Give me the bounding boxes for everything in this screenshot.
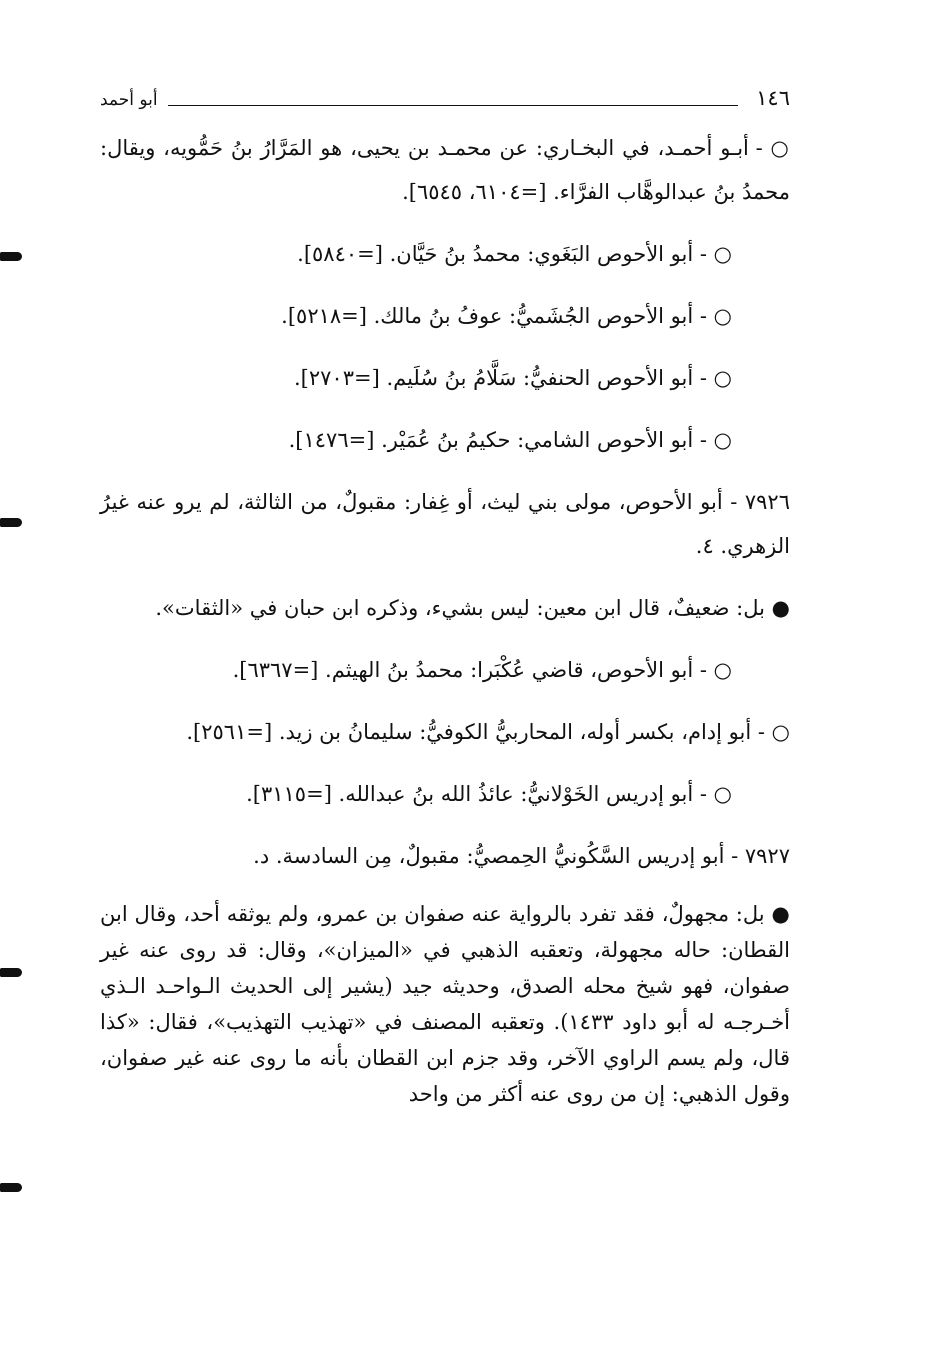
numbered-entry	[100, 480, 790, 568]
cross-reference-entry	[100, 772, 790, 816]
hollow-circle-icon: ○	[713, 365, 732, 390]
entry-text: - أبو الأحوص، قاضي عُكْبَرا: محمدُ بنُ الهيثم. [=٦٣٦٧].	[232, 658, 707, 682]
hollow-circle-icon: ○	[713, 657, 732, 682]
entry-text: - أبو الأحوص الجُشَميُّ: عوفُ بنُ مالك. [=٥٢١٨].	[281, 304, 707, 328]
scan-edge-mark	[0, 252, 22, 261]
scan-edge-mark	[0, 1183, 22, 1192]
entry-text: ٧٩٢٦ - أبو الأحوص، مولى بني ليث، أو غِفار: مقبولٌ، من الثالثة، لم يرو عنه غيرُ الزهري. ٤.	[100, 490, 790, 558]
header-rule	[168, 105, 738, 106]
hollow-circle-icon: ○	[713, 241, 732, 266]
entry-text: - أبو إدام، بكسر أوله، المحاربيُّ الكوفيُّ: سليمانُ بن زيد. [=٢٥٦١].	[186, 720, 765, 744]
entry-text: - أبو الأحوص الشامي: حكيمُ بنُ عُمَيْر. [=١٤٧٦].	[288, 428, 707, 452]
cross-reference-entry	[100, 356, 790, 400]
filled-circle-icon: ●	[771, 901, 790, 926]
filled-circle-icon: ●	[771, 595, 790, 620]
hollow-circle-icon: ○	[713, 303, 732, 328]
entry-text: بل: ضعيفٌ، قال ابن معين: ليس بشيء، وذكره ابن حبان في «الثقات».	[155, 596, 765, 620]
entry-text: - أبو إدريس الخَوْلانيُّ: عائذُ الله بنُ عبدالله. [=٣١١٥].	[246, 782, 707, 806]
hollow-circle-icon: ○	[771, 719, 790, 744]
scan-edge-mark	[0, 518, 22, 527]
cross-reference-entry	[100, 126, 790, 214]
running-header	[100, 86, 790, 116]
cross-reference-entry	[100, 232, 790, 276]
entry-text: بل: مجهولٌ، فقد تفرد بالرواية عنه صفوان بن عمرو، ولم يوثقه أحد، وقال ابن القطان: حاله مجهولة، وتعقبه الذهبي في «الميزان»، وقال: قد روى عنه غير صفوان، فهو شيخ محله الصدق، وحديثه جيد (يشير إلى الحديث الـواحـد الـذي أخـرجـه له أبو داود ١٤٣٣). وتعقبه المصنف في «تهذيب التهذيب»، فقال: «كذا قال، ولم يسم الراوي الآخر، وقد جزم ابن القطان بأنه ما روى عنه غير صفوان، وقول الذهبي: إن من روى عنه أكثر من واحد	[100, 902, 791, 1106]
entry-text: - أبو الأحوص الحنفيُّ: سَلَّامُ بنُ سُلَيم. [=٢٧٠٣].	[293, 366, 707, 390]
running-title: أبو أحمد	[100, 90, 158, 110]
hollow-circle-icon: ○	[713, 427, 732, 452]
cross-reference-entry	[100, 294, 790, 338]
cross-reference-entry	[100, 648, 790, 692]
hollow-circle-icon: ○	[770, 135, 791, 160]
commentary-entry	[100, 896, 790, 1112]
entry-text: - أبـو أحمـد، في البخـاري: عن محمـد بن يحيى، هو المَرَّارُ بنُ حَمُّويه، ويقال: محمدُ بنُ عبدالوهَّاب الفرَّاء. [=٦١٠٤، ٦٥٤٥].	[100, 136, 790, 204]
cross-reference-entry	[100, 418, 790, 462]
cross-reference-entry	[100, 710, 790, 754]
page-body	[100, 126, 790, 1128]
hollow-circle-icon: ○	[713, 781, 732, 806]
numbered-entry	[100, 834, 790, 878]
entry-text: - أبو الأحوص البَغَوي: محمدُ بنُ حَيَّان. [=٥٨٤٠].	[297, 242, 707, 266]
page-number: ١٤٦	[756, 86, 790, 110]
scan-edge-mark	[0, 968, 22, 977]
entry-text: ٧٩٢٧ - أبو إدريس السَّكُونيُّ الحِمصيُّ: مقبولٌ، مِن السادسة. د.	[253, 844, 790, 868]
commentary-entry	[100, 586, 790, 630]
